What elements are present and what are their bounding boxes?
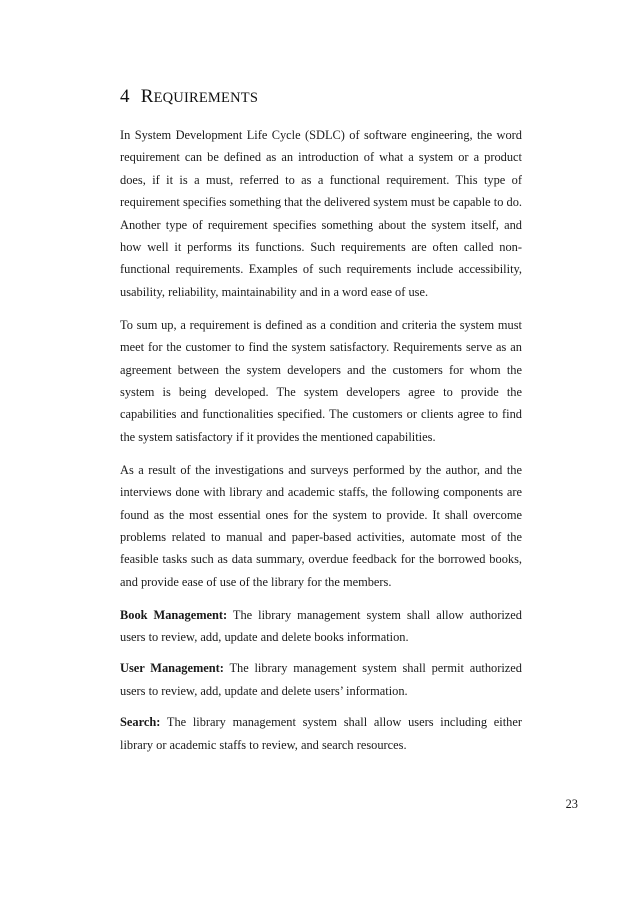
section-title-rest: EQUIREMENTS — [153, 90, 259, 106]
component-label: Book Management: — [120, 607, 228, 622]
component-label: User Management: — [120, 661, 224, 676]
component-text: The library management system shall permit authorized users to review, add, update and delete users’ information. — [120, 661, 522, 698]
section-heading — [120, 86, 258, 108]
component-text: The library management system shall allow users including either library or academic staffs to review, and search resources. — [120, 715, 522, 752]
section-number: 4 — [120, 86, 130, 107]
component-book-management — [120, 604, 522, 649]
section-title-initial: R — [140, 86, 154, 107]
paragraph-investigations: As a result of the investigations and surveys performed by the author, and the interviews done with library and academic staffs, the following components are found as the most essential ones for the system to provide. It shall overcome problems related to manual and paper-based activities, automate most of the feasible tasks such as data summary, overdue feedback for the borrowed books, and provide ease of use of the library for the members. — [120, 462, 522, 589]
page-number: 23 — [565, 797, 578, 811]
component-user-management — [120, 657, 522, 702]
paragraph-sdlc: In System Development Life Cycle (SDLC) of software engineering, the word requirement can be defined as an introduction of what a system or a product does, if it is a must, referred to as a functional requirement. This type of requirement specifies something that the delivered system must be capable to do. Another type of requirement specifies something about the system itself, and how well it performs its functions. Such requirements are often called non-functional requirements. Examples of such requirements include accessibility, usability, reliability, maintainability and in a word ease of use. — [120, 128, 522, 299]
component-text: The library management system shall allow authorized users to review, add, update and delete books information. — [120, 607, 523, 645]
paragraph-sum-up: To sum up, a requirement is defined as a condition and criteria the system must meet for the customer to find the system satisfactory. Requirements serve as an agreement between the system developers and the customers for whom the system is being developed. The system developers agree to provide the capabilities and functionalities specified. The customers or clients agree to find the system satisfactory if it provides the mentioned capabilities. — [120, 317, 522, 444]
component-label: Search: — [120, 715, 161, 730]
body-text — [120, 124, 522, 765]
component-search — [120, 711, 522, 756]
